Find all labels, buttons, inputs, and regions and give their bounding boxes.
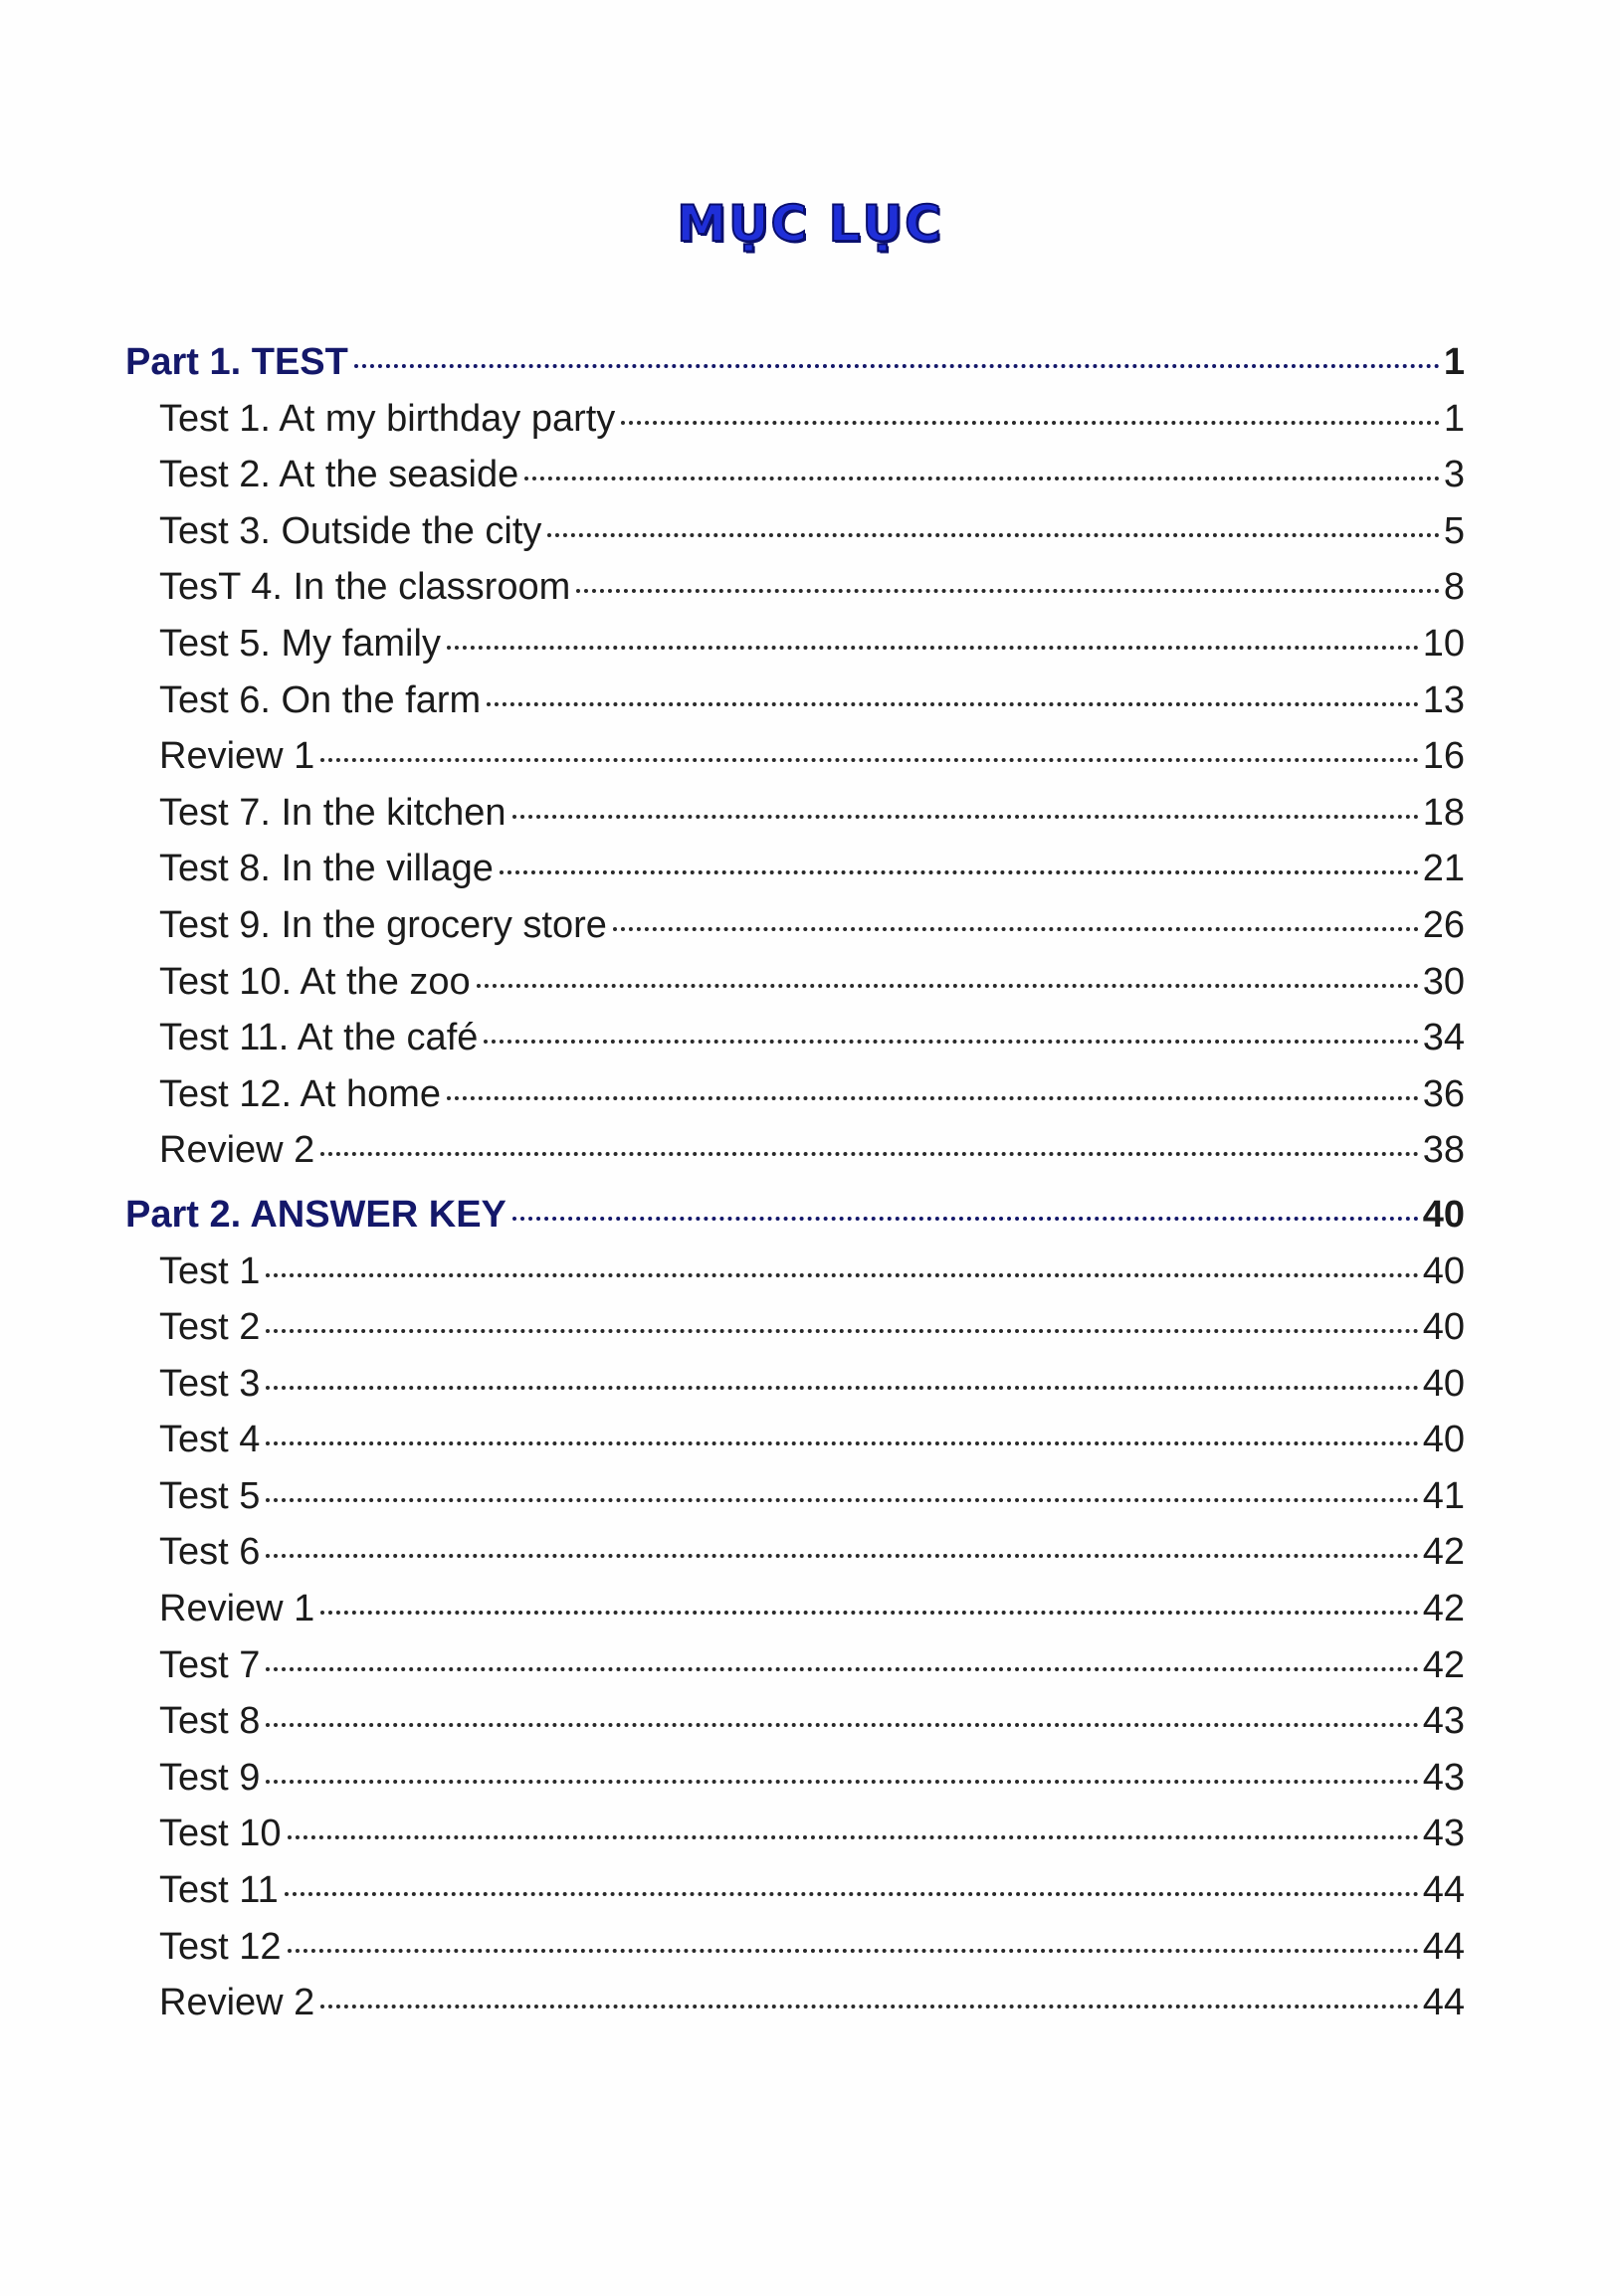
dot-leader — [288, 1949, 1419, 1953]
toc-entry-label: Test 11 — [159, 1869, 279, 1912]
toc-entry[interactable] — [125, 785, 1465, 842]
toc-page-number: 21 — [1422, 848, 1465, 890]
toc-entry-label: Review 1 — [159, 1588, 315, 1630]
toc-entry-label: Test 7. In the kitchen — [159, 791, 506, 834]
dot-leader — [354, 364, 1440, 368]
toc-part-heading[interactable] — [125, 334, 1465, 391]
toc-entry-label: Review 1 — [159, 735, 315, 778]
toc-page-number: 36 — [1422, 1072, 1465, 1115]
toc-entry[interactable] — [125, 954, 1465, 1011]
toc-entry-label: Test 8. In the village — [159, 848, 494, 890]
toc-entry-label: Test 6 — [159, 1531, 261, 1574]
dot-leader — [320, 2005, 1418, 2009]
toc-entry[interactable] — [125, 1010, 1465, 1066]
dot-leader — [547, 533, 1439, 537]
toc-page-number: 40 — [1422, 1306, 1465, 1349]
toc-entry-label: Test 12. At home — [159, 1072, 442, 1115]
toc-entry[interactable] — [125, 1637, 1465, 1694]
toc-page-number: 34 — [1422, 1017, 1465, 1059]
toc-entry[interactable] — [125, 841, 1465, 897]
toc-entry[interactable] — [125, 728, 1465, 785]
toc-entry-label: Test 9 — [159, 1756, 261, 1799]
toc-entry-label: Test 10 — [159, 1813, 282, 1855]
toc-entry-label: Test 10. At the zoo — [159, 960, 471, 1003]
dot-leader — [512, 815, 1419, 819]
dot-leader — [447, 646, 1419, 650]
toc-page-number: 43 — [1422, 1756, 1465, 1799]
toc-entry-label: Test 5. My family — [159, 622, 441, 665]
toc-entry-label: Test 11. At the café — [159, 1017, 479, 1059]
toc-entry-label: Test 3. Outside the city — [159, 509, 542, 552]
toc-page-number: 40 — [1422, 1362, 1465, 1405]
page-title: MỤC LỤC — [677, 195, 943, 253]
toc-page-number: 40 — [1422, 1193, 1465, 1236]
toc-entry[interactable] — [125, 897, 1465, 954]
toc-part-label: Part 1. TEST — [125, 341, 348, 383]
toc-page-number: 40 — [1422, 1249, 1465, 1292]
toc-page-number: 44 — [1422, 1925, 1465, 1968]
toc-entry[interactable] — [125, 1244, 1465, 1300]
dot-leader — [477, 984, 1419, 988]
toc-entry[interactable] — [125, 1975, 1465, 2031]
toc-page-number: 41 — [1422, 1474, 1465, 1517]
toc-page-number: 44 — [1422, 1982, 1465, 2024]
dot-leader — [447, 1096, 1419, 1100]
toc-page-number: 1 — [1443, 341, 1465, 383]
toc-page-number: 10 — [1422, 622, 1465, 665]
toc-page-number: 18 — [1422, 791, 1465, 834]
dot-leader — [613, 927, 1419, 931]
toc-entry[interactable] — [125, 1299, 1465, 1356]
dot-leader — [512, 1217, 1419, 1221]
toc-page-number: 43 — [1422, 1813, 1465, 1855]
toc-entry[interactable] — [125, 1356, 1465, 1413]
toc-page-number: 16 — [1422, 735, 1465, 778]
toc-entry[interactable] — [125, 1693, 1465, 1750]
dot-leader — [266, 1273, 1418, 1277]
toc-page-number: 26 — [1422, 903, 1465, 946]
toc-entry[interactable] — [125, 1750, 1465, 1807]
toc-entry[interactable] — [125, 1412, 1465, 1468]
toc-page-number: 38 — [1422, 1129, 1465, 1172]
toc-entry[interactable] — [125, 391, 1465, 448]
toc-entry[interactable] — [125, 1468, 1465, 1525]
toc-entry[interactable] — [125, 1524, 1465, 1581]
dot-leader — [576, 589, 1440, 593]
dot-leader — [320, 758, 1418, 762]
dot-leader — [266, 1441, 1418, 1445]
toc-page-number: 8 — [1443, 566, 1465, 609]
dot-leader — [320, 1611, 1418, 1615]
toc-entry-label: TesT 4. In the classroom — [159, 566, 571, 609]
dot-leader — [266, 1498, 1418, 1502]
toc-page-number: 30 — [1422, 960, 1465, 1003]
toc-page-number: 42 — [1422, 1643, 1465, 1686]
toc-entry[interactable] — [125, 672, 1465, 729]
dot-leader — [621, 421, 1440, 425]
toc-entry-label: Test 2 — [159, 1306, 261, 1349]
toc-page-number: 43 — [1422, 1700, 1465, 1743]
dot-leader — [266, 1329, 1418, 1333]
toc-entry-label: Test 12 — [159, 1925, 282, 1968]
toc-entry-label: Test 4 — [159, 1419, 261, 1461]
dot-leader — [500, 870, 1419, 874]
toc-entry-label: Test 5 — [159, 1474, 261, 1517]
toc-page-number: 40 — [1422, 1419, 1465, 1461]
toc-entry-label: Test 3 — [159, 1362, 261, 1405]
toc-page-number: 13 — [1422, 678, 1465, 721]
toc-page-number: 42 — [1422, 1588, 1465, 1630]
toc-page-number: 44 — [1422, 1869, 1465, 1912]
toc-entry-label: Test 7 — [159, 1643, 261, 1686]
dot-leader — [285, 1892, 1419, 1896]
toc-part1-entries — [125, 391, 1465, 1179]
dot-leader — [524, 477, 1440, 480]
dot-leader — [288, 1835, 1419, 1839]
toc-page-number: 42 — [1422, 1531, 1465, 1574]
toc-entry[interactable] — [125, 616, 1465, 672]
dot-leader — [266, 1554, 1418, 1558]
dot-leader — [266, 1723, 1418, 1727]
toc-entry[interactable] — [125, 1806, 1465, 1862]
toc-entry[interactable] — [125, 1862, 1465, 1919]
toc-part2-entries — [125, 1244, 1465, 2031]
dot-leader — [484, 1040, 1418, 1044]
dot-leader — [266, 1667, 1418, 1671]
toc-part-label: Part 2. ANSWER KEY — [125, 1193, 506, 1236]
toc-entry[interactable] — [125, 1919, 1465, 1976]
toc-entry[interactable] — [125, 503, 1465, 560]
table-of-contents — [125, 334, 1465, 2031]
toc-entry-label: Review 2 — [159, 1982, 315, 2024]
toc-entry[interactable] — [125, 447, 1465, 503]
toc-part-heading[interactable] — [125, 1187, 1465, 1244]
toc-page-number: 1 — [1443, 397, 1465, 440]
dot-leader — [487, 702, 1419, 706]
toc-entry-label: Review 2 — [159, 1129, 315, 1172]
toc-entry-label: Test 1 — [159, 1249, 261, 1292]
dot-leader — [266, 1780, 1418, 1784]
toc-entry-label: Test 1. At my birthday party — [159, 397, 616, 440]
dot-leader — [266, 1386, 1418, 1390]
toc-entry-label: Test 2. At the seaside — [159, 454, 519, 496]
toc-page-number: 5 — [1443, 509, 1465, 552]
toc-entry[interactable] — [125, 1581, 1465, 1637]
dot-leader — [320, 1152, 1418, 1156]
toc-entry[interactable] — [125, 559, 1465, 616]
toc-entry-label: Test 9. In the grocery store — [159, 903, 607, 946]
toc-entry[interactable] — [125, 1122, 1465, 1179]
toc-entry-label: Test 6. On the farm — [159, 678, 482, 721]
toc-entry[interactable] — [125, 1066, 1465, 1123]
toc-page-number: 3 — [1443, 454, 1465, 496]
toc-entry-label: Test 8 — [159, 1700, 261, 1743]
